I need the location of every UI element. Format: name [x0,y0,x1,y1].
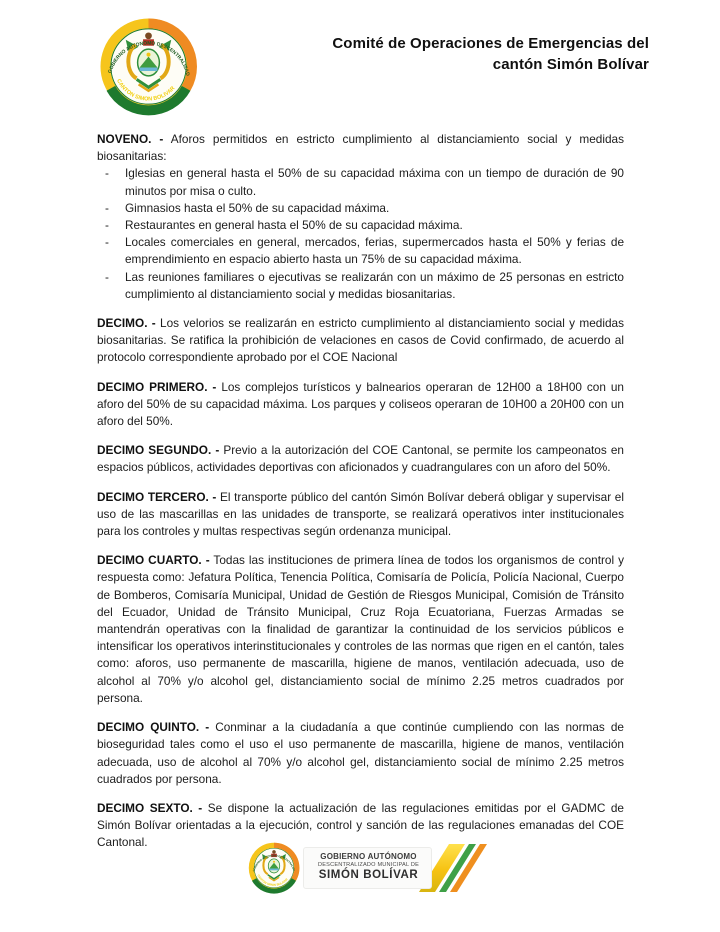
section-heading: DECIMO CUARTO. - [97,553,210,568]
section-heading: DECIMO. - [97,316,156,331]
section-heading: DECIMO SEXTO. - [97,800,203,815]
bullet-text: Locales comerciales en general, mercados, ferias, supermercados hasta el 50% y ferias de emprendimiento en espacio abierto hasta un 75% de su capacidad máxima. [125,235,624,267]
municipal-seal-logo [99,17,198,116]
section-decimo-primero [97,379,624,431]
section-body-text: Todas las instituciones de primera línea de todos los organismos de control y respuesta como: Jefatura Política, Tenencia Política, Comisaría de Policía, Policía Nacional, Cuerpo de Bomberos, Comisaría Municipal, Unidad de Gestión de Riesgos Municipal, Comisión de Tránsito del Ecuador, Unidad de Tránsito Municipal, Cruz Roja Ecuatoriana, Fuerzas Armadas se mantendrán operativas con la finalidad de garantizar la continuidad de los servicios públicos e intensificar los operativos interinstitucionales y controles de las normas que rigen en el cantón, tales como: aforos, uso permanente de mascarilla, higiene de manos, ventilación adecuada, uso de alcohol al 70% y/o alcohol gel, distanciamiento social de mínimo 2.25 metros cuadrados por persona. [97,553,624,705]
bullet-item [97,269,624,303]
bullet-text: Las reuniones familiares o ejecutivas se realizarán con un máximo de 25 personas en estricto cumplimiento al distanciamiento social y medidas biosanitarias. [125,269,624,301]
section-body-text: Previo a la autorización del COE Cantonal, se permite los campeonatos en espacios públicos, actividades deportivas con aficionados y cuadrangulares con un aforo del 50%. [97,443,624,475]
section-decimo-tercero [97,489,624,541]
section-heading: DECIMO QUINTO. - [97,720,210,735]
bullet-item [97,200,624,217]
bullet-dash: - [105,218,109,233]
section-heading: DECIMO SEGUNDO. - [97,443,220,458]
section-body-text: Los complejos turísticos y balnearios operaran de 12H00 a 18H00 con un aforo del 50% de su capacidad máxima. Los parques y coliseos operaran de 10H00 a 20H00 con un aforo del 50%. [97,379,624,429]
bullet-dash: - [105,166,109,181]
section-body-text: Se dispone la actualización de las regulaciones emitidas por el GADMC de Simón Bolívar orientadas a la ejecución, control y sanción de las regulaciones emanadas del COE Cantonal. [97,800,624,850]
bullet-text: Gimnasios hasta el 50% de su capacidad máxima. [125,200,390,215]
footer-flag-stripes [434,844,472,892]
noveno-bullet-list [97,165,624,303]
section-heading: DECIMO TERCERO. - [97,489,217,504]
bullet-item [97,217,624,234]
section-body-text: El transporte público del cantón Simón Bolívar deberá obligar y supervisar el uso de las mascarillas en las unidades de transporte, se realizará operativos inter institucionales para los controles y multas respectivas según ordenanza municipal. [97,489,624,539]
section-body-text: Los velorios se realizarán en estricto cumplimiento al distanciamiento social y medidas biosanitarias. Se ratifica la prohibición de velaciones en casos de Covid confirmado, de acuerdo al protocolo correspondiente aprobado por el COE Nacional [97,316,624,365]
section-heading: DECIMO PRIMERO. - [97,379,217,394]
bullet-dash: - [105,235,109,250]
document-body [97,131,624,864]
section-decimo-segundo [97,442,624,476]
section-body-text: Conminar a la ciudadanía a que continúe cumpliendo con las normas de bioseguridad tales como el uso el uso permanente de mascarilla, higiene de manos, ventilación adecuada, uso de alcohol al 70% y/o alcohol gel, distanciamiento social de mínimo 2.25 metros cuadrados por persona. [97,720,624,786]
bullet-item [97,234,624,268]
footer-org-name-line-1: GOBIERNO AUTÓNOMO [320,852,417,862]
bullet-dash: - [105,200,109,215]
section-body-text: Aforos permitidos en estricto cumplimiento al distanciamiento social y medidas biosanitarias: [97,132,624,164]
section-decimo-cuarto [97,552,624,707]
document-title [332,33,649,75]
section-decimo-quinto [97,719,624,788]
footer-municipal-seal [248,842,300,894]
document-title-line-1: Comité de Operaciones de Emergencias del [332,35,649,52]
footer-logo-block [0,842,720,894]
section-noveno [97,131,624,165]
bullet-item [97,165,624,199]
document-title-line-2: cantón Simón Bolívar [492,56,649,73]
section-decimo [97,315,624,367]
footer-org-banner [303,847,432,888]
bullet-dash: - [105,269,109,284]
section-heading: NOVENO. - [97,132,164,146]
bullet-text: Restaurantes en general hasta el 50% de su capacidad máxima. [125,218,463,233]
footer-org-name-line-2: DESCENTRALIZADO MUNICIPAL DE [317,862,420,869]
bullet-text: Iglesias en general hasta el 50% de su capacidad máxima con un tiempo de duración de 90 minutos por misa o culto. [125,166,624,198]
footer-org-name-line-3: SIMÓN BOLÍVAR [318,869,419,882]
